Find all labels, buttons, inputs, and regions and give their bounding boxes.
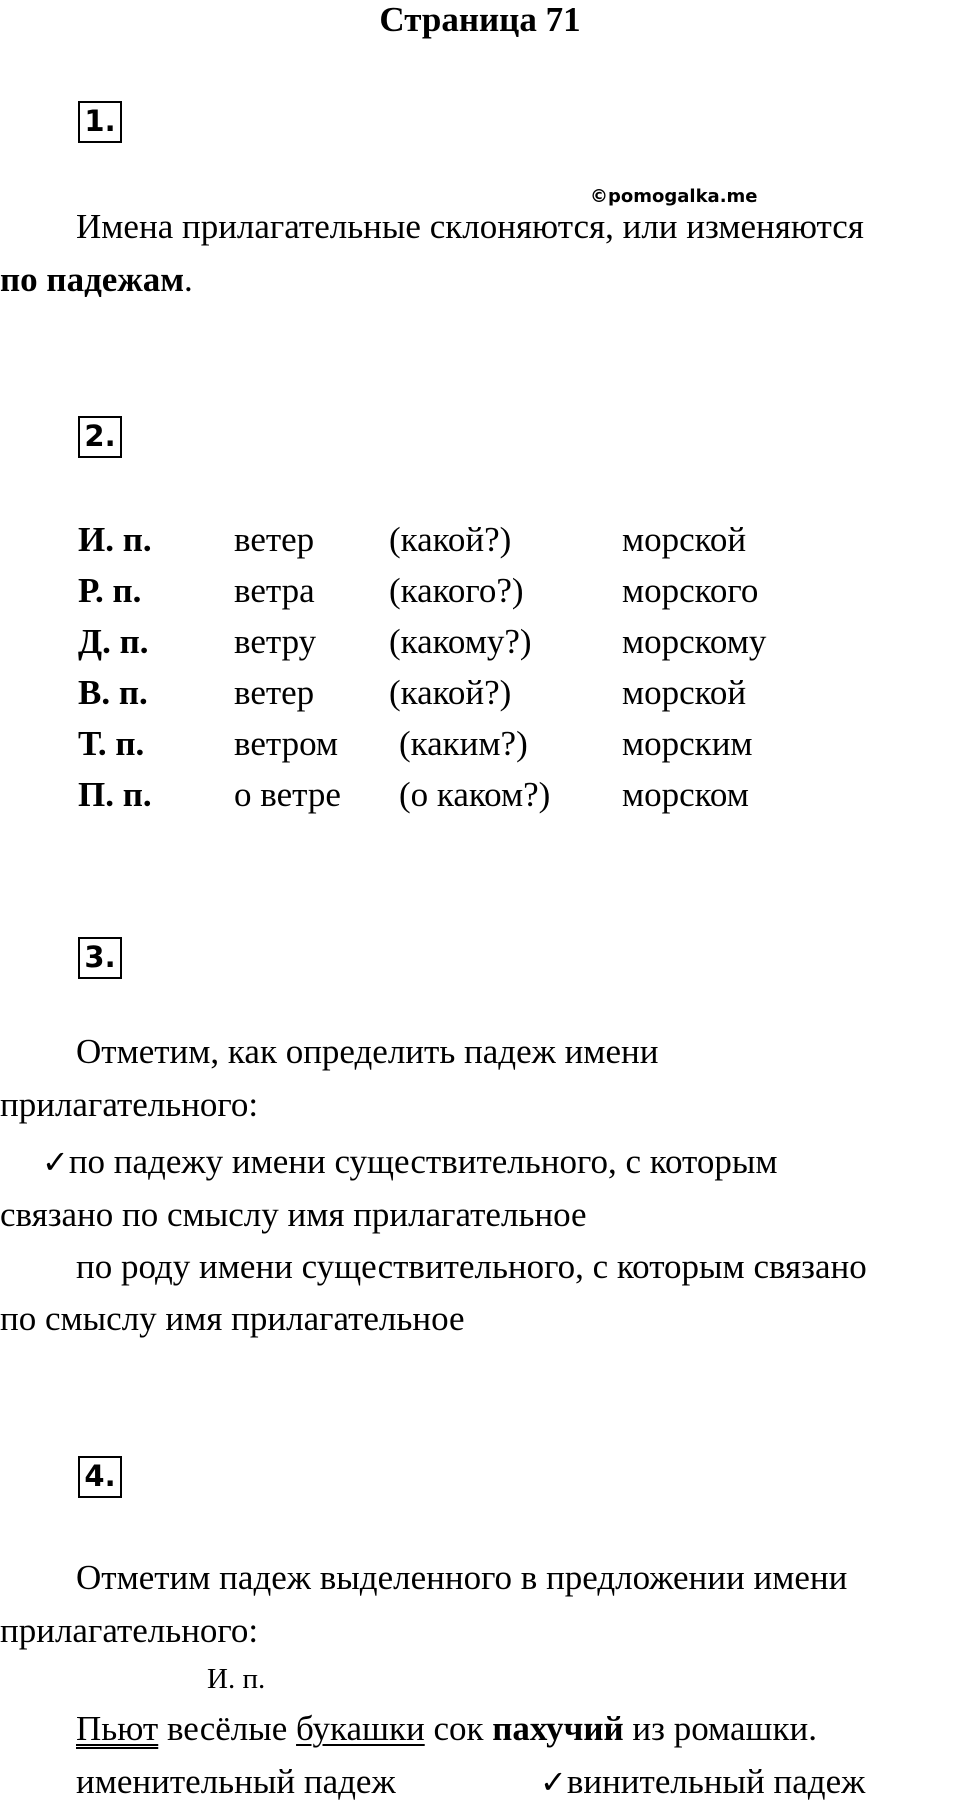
option-2-text: по роду имени существительного, с которым связано [76, 1247, 867, 1286]
task-1-answer [0, 258, 193, 302]
option-1-text: по падежу имени существительного, с которым [68, 1142, 778, 1181]
task-4-intro-cont: прилагательного: [0, 1611, 259, 1650]
adjective-form: морской [622, 673, 747, 712]
adjective-form: морским [622, 724, 753, 763]
task-2-number: 2. [78, 416, 122, 458]
adjective-form: морской [622, 520, 747, 559]
highlighted-adjective: пахучий [492, 1709, 624, 1748]
page-title: Страница 71 [379, 0, 581, 39]
case-question: (какому?) [389, 622, 532, 661]
option-checked [42, 1140, 778, 1184]
case-question: (какой?) [389, 673, 512, 712]
example-sentence [76, 1707, 817, 1751]
task-1-number: 1. [78, 101, 122, 143]
sentence-word: сок [433, 1709, 484, 1748]
checkmark-icon: ✓ [540, 1763, 567, 1801]
noun-form: ветра [234, 571, 315, 610]
noun-form: ветру [234, 622, 317, 661]
case-label: Д. п. [78, 622, 149, 661]
case-question: (какого?) [389, 571, 524, 610]
sentence-word: из ромашки. [632, 1709, 817, 1748]
noun-form: ветер [234, 520, 315, 559]
adjective-form: морском [622, 775, 749, 814]
noun-form: о ветре [234, 775, 341, 814]
option-right-text: винительный падеж [566, 1762, 866, 1801]
predicate-word: Пьют [76, 1709, 159, 1748]
option-1-text-cont: связано по смыслу имя прилагательное [0, 1195, 587, 1234]
case-label: Т. п. [78, 724, 145, 763]
task-1-answer-end: . [184, 260, 193, 299]
option-2-text-cont: по смыслу имя прилагательное [0, 1299, 465, 1338]
checkmark-icon: ✓ [42, 1143, 69, 1181]
task-3-number: 3. [78, 937, 122, 979]
noun-form: ветер [234, 673, 315, 712]
watermark: ©pomogalka.me [590, 186, 758, 207]
task-4-number: 4. [78, 1456, 122, 1498]
case-label: В. п. [78, 673, 148, 712]
noun-form: ветром [234, 724, 339, 763]
case-question: (какой?) [389, 520, 512, 559]
case-question: (о каком?) [399, 775, 551, 814]
task-3-intro: Отметим, как определить падеж имени [76, 1032, 659, 1071]
case-annotation: И. п. [207, 1663, 266, 1695]
task-1-answer-bold: по падежам [0, 260, 185, 299]
task-1-text: Имена прилагательные склоняются, или изменяются [76, 207, 864, 246]
case-label: Р. п. [78, 571, 142, 610]
sentence-word: весёлые [166, 1709, 288, 1748]
task-4-intro: Отметим падеж выделенного в предложении имени [76, 1558, 848, 1597]
option-left: именительный падеж [76, 1762, 396, 1801]
case-label: И. п. [78, 520, 152, 559]
case-question: (каким?) [399, 724, 528, 763]
adjective-form: морскому [622, 622, 767, 661]
task-3-intro-cont: прилагательного: [0, 1085, 259, 1124]
case-label: П. п. [78, 775, 152, 814]
adjective-form: морского [622, 571, 759, 610]
subject-word: букашки [296, 1709, 425, 1748]
option-right-checked [540, 1760, 865, 1804]
